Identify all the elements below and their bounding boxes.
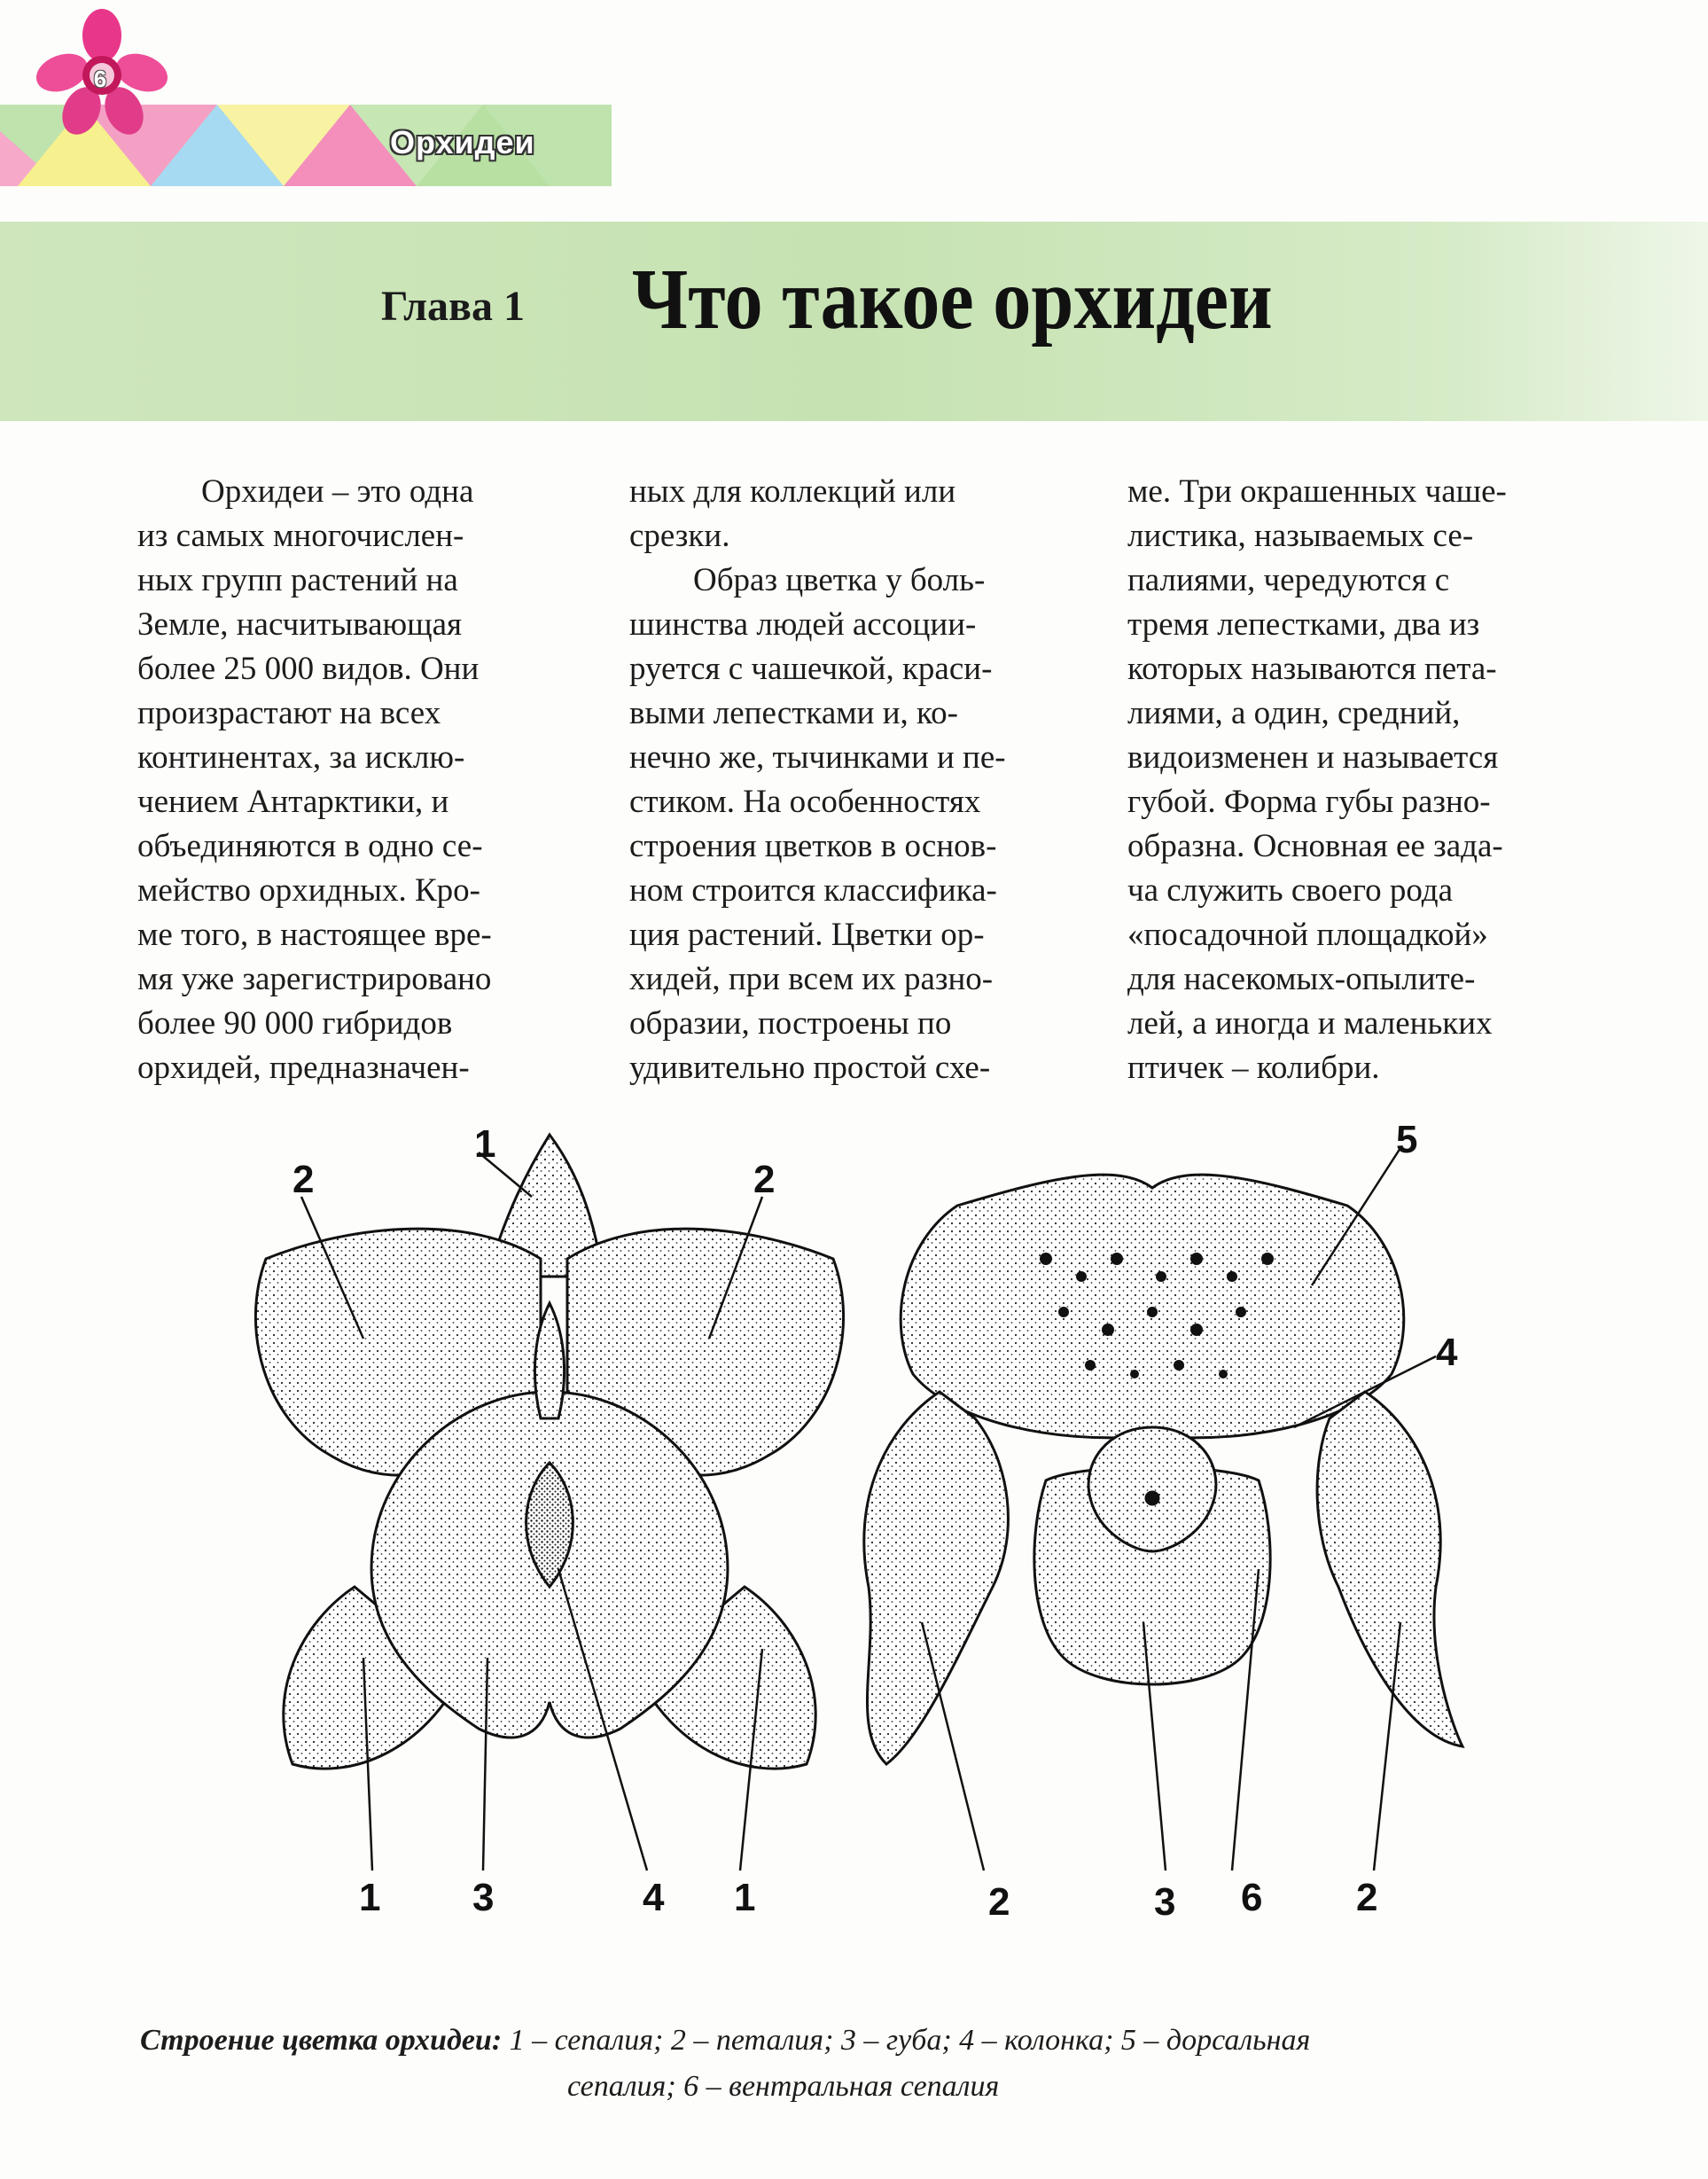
text-line: Земле, насчитывающая bbox=[137, 606, 463, 643]
left-label-upper-left: 2 bbox=[292, 1158, 315, 1201]
text-line: хидей, при всем их разно- bbox=[629, 961, 994, 997]
text-line: которых называются пета- bbox=[1127, 651, 1497, 687]
text-line: ме того, в настоящее вре- bbox=[137, 917, 492, 953]
text-line: произрастают на всех bbox=[137, 695, 441, 731]
text-line: Орхидеи – это одна bbox=[201, 473, 474, 510]
text-line: шинства людей ассоции- bbox=[629, 606, 977, 643]
text-line: из самых многочислен- bbox=[137, 518, 464, 554]
text-line: «посадочной площадкой» bbox=[1127, 917, 1488, 953]
text-column-2 bbox=[629, 470, 1006, 1090]
text-line: мя уже зарегистрировано bbox=[137, 961, 492, 997]
caption-title: Строение цветка орхидеи: bbox=[140, 2024, 503, 2057]
right-label-bottom-1: 2 bbox=[988, 1880, 1010, 1924]
text-line: более 90 000 гибридов bbox=[137, 1005, 453, 1042]
text-line: губой. Форма губы разно- bbox=[1127, 784, 1491, 820]
text-line: палиями, чередуются с bbox=[1127, 562, 1450, 598]
text-line: образна. Основная ее зада- bbox=[1127, 828, 1503, 864]
section-label: Орхидеи bbox=[390, 124, 535, 160]
chapter-title: Что такое орхидеи bbox=[632, 252, 1273, 348]
text-line: птичек – колибри. bbox=[1127, 1050, 1380, 1086]
left-orchid-illustration bbox=[255, 1135, 843, 1769]
text-line: ция растений. Цветки ор- bbox=[629, 917, 985, 953]
left-label-bottom-2: 3 bbox=[472, 1876, 495, 1919]
text-line: лей, а иногда и маленьких bbox=[1127, 1005, 1493, 1042]
right-label-bottom-2: 3 bbox=[1154, 1880, 1176, 1924]
text-line: для насекомых-опылите- bbox=[1127, 961, 1476, 997]
left-label-top: 1 bbox=[474, 1122, 496, 1166]
text-line: стиком. На особенностях bbox=[629, 784, 981, 820]
left-label-upper-right: 2 bbox=[753, 1158, 776, 1201]
text-line: ча служить своего рода bbox=[1127, 872, 1454, 909]
text-line: удивительно простой схе- bbox=[629, 1050, 991, 1086]
text-line: ных для коллекций или bbox=[629, 473, 956, 510]
text-line: орхидей, предназначен- bbox=[137, 1050, 470, 1086]
caption-line-2: сепалия; 6 – вентральная сепалия bbox=[567, 2070, 1000, 2103]
text-line: видоизменен и называется bbox=[1127, 739, 1499, 776]
text-line: ме. Три окрашенных чаше- bbox=[1127, 473, 1507, 510]
text-line: нечно же, тычинками и пе- bbox=[629, 739, 1006, 776]
text-column-3 bbox=[1127, 470, 1507, 1090]
text-line: лиями, а один, средний, bbox=[1127, 695, 1461, 731]
text-line: руется с чашечкой, краси- bbox=[629, 651, 993, 687]
text-line: строения цветков в основ- bbox=[629, 828, 997, 864]
left-label-bottom-3: 4 bbox=[643, 1876, 665, 1919]
text-line: чением Антарктики, и bbox=[137, 784, 449, 820]
text-column-1 bbox=[137, 470, 492, 1090]
text-line: объединяются в одно се- bbox=[137, 828, 483, 864]
text-line: Образ цветка у боль- bbox=[693, 562, 986, 598]
text-line: ных групп растений на bbox=[137, 562, 458, 598]
right-label-side: 4 bbox=[1436, 1331, 1458, 1374]
left-label-bottom-1: 1 bbox=[359, 1876, 381, 1919]
figure-caption bbox=[133, 2018, 1569, 2110]
text-line: образии, построены по bbox=[629, 1005, 952, 1042]
right-orchid-illustration bbox=[864, 1175, 1462, 1764]
text-line: выми лепестками и, ко- bbox=[629, 695, 958, 731]
left-label-bottom-4: 1 bbox=[734, 1876, 756, 1919]
text-line: ном строится классифика- bbox=[629, 872, 997, 909]
text-line: листика, называемых се- bbox=[1127, 518, 1474, 554]
right-label-top: 5 bbox=[1396, 1118, 1418, 1161]
caption-line-1: 1 – сепалия; 2 – петалия; 3 – губа; 4 – колонка; 5 – дорсальная bbox=[502, 2024, 1311, 2057]
text-line: тремя лепестками, два из bbox=[1127, 606, 1480, 643]
text-line: более 25 000 видов. Они bbox=[137, 651, 480, 687]
page-number: 6 bbox=[93, 66, 107, 92]
orchid-structure-figure bbox=[248, 1118, 1489, 1924]
text-line: срезки. bbox=[629, 518, 730, 554]
right-label-bottom-3: 6 bbox=[1241, 1876, 1263, 1919]
text-line: континентах, за исклю- bbox=[137, 739, 465, 776]
right-label-bottom-4: 2 bbox=[1356, 1876, 1378, 1919]
text-line: мейство орхидных. Кро- bbox=[137, 872, 480, 909]
chapter-number: Глава 1 bbox=[381, 283, 525, 330]
